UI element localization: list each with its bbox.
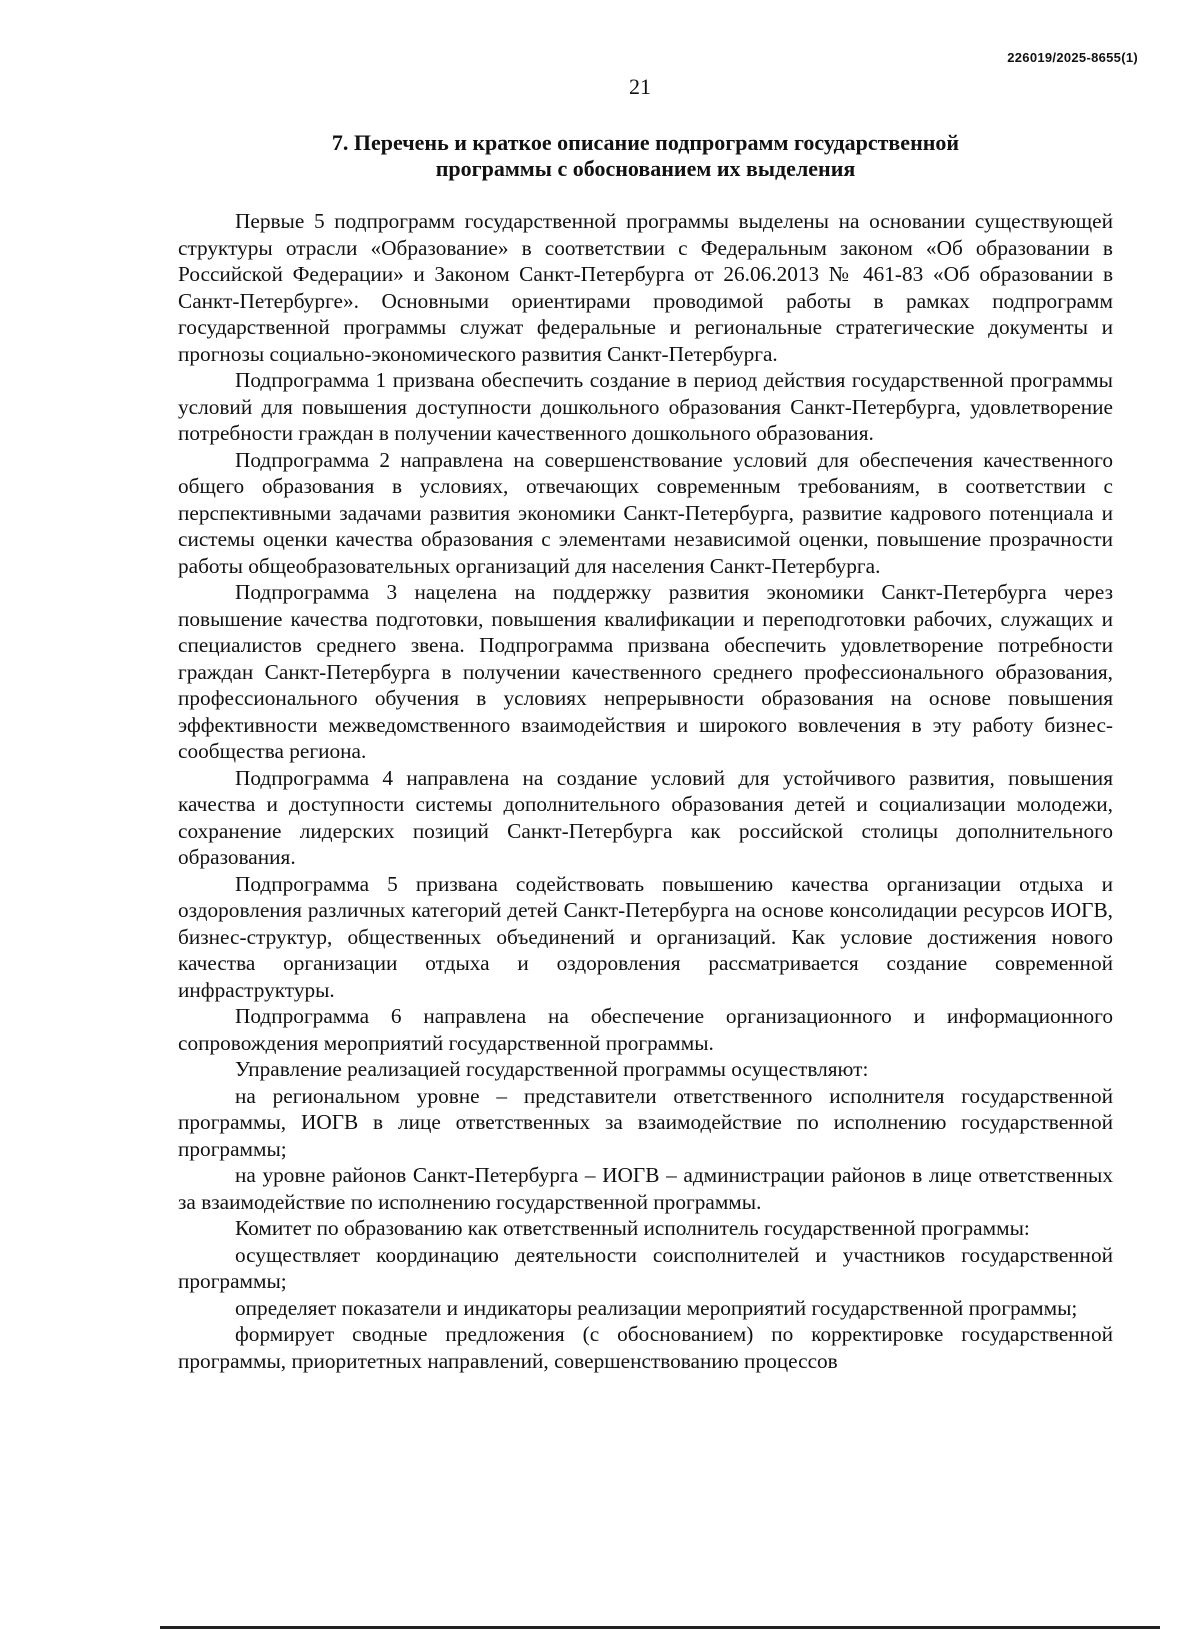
- paragraph: Первые 5 подпрограмм государственной программы выделены на основании существующей структуры отрасли «Образование» в соответствии с Федеральным законом «Об образовании в Российской Федерации» и Законом Санкт-Петербурга от 26.06.2013 № 461-83 «Об образовании в Санкт-Петербурге». Основными ориентирами проводимой работы в рамках подпрограмм государственной программы служат федеральные и региональные стратегические документы и прогнозы социально-экономического развития Санкт-Петербурга.: [178, 209, 1113, 366]
- section-heading: [178, 130, 1113, 182]
- paragraph: Подпрограмма 2 направлена на совершенствование условий для обеспечения качественного общего образования в условиях, отвечающих современным требованиям, в соответствии с перспективными задачами развития экономики Санкт-Петербурга, развитие кадрового потенциала и системы оценки качества образования с элементами независимой оценки, повышение прозрачности работы общеобразовательных организаций для населения Санкт-Петербурга.: [178, 447, 1113, 578]
- section-heading-line-1: 7. Перечень и краткое описание подпрограмм государственной: [331, 130, 960, 155]
- page-number: 21: [629, 74, 651, 99]
- paragraph: Подпрограмма 6 направлена на обеспечение организационного и информационного сопровождения мероприятий государственной программы.: [178, 1004, 1113, 1055]
- paragraph: Комитет по образованию как ответственный исполнитель государственной программы:: [235, 1216, 1030, 1240]
- paragraph: на региональном уровне – представители ответственного исполнителя государственной программы, ИОГВ в лице ответственных за взаимодействие по исполнению государственной программы;: [178, 1083, 1113, 1161]
- document-registration-number: 226019/2025-8655(1): [1007, 50, 1138, 65]
- paragraph: Подпрограмма 1 призвана обеспечить создание в период действия государственной программы условий для повышения доступности дошкольного образования Санкт-Петербурга, удовлетворение потребности граждан в получении качественного дошкольного образования.: [178, 368, 1113, 445]
- paragraph: Управление реализацией государственной программы осуществляют:: [235, 1057, 869, 1081]
- paragraph: на уровне районов Санкт-Петербурга – ИОГВ – администрации районов в лице ответственных за взаимодействие по исполнению государственной программы.: [178, 1163, 1113, 1214]
- paragraph: Подпрограмма 4 направлена на создание условий для устойчивого развития, повышения качества и доступности системы дополнительного образования детей и социализации молодежи, сохранение лидерских позиций Санкт-Петербурга как российской столицы дополнительного образования.: [178, 765, 1113, 869]
- paragraph: осуществляет координацию деятельности соисполнителей и участников государственной программы;: [178, 1242, 1113, 1293]
- body-text: [178, 208, 1113, 1374]
- paragraph: формирует сводные предложения (с обоснованием) по корректировке государственной программы, приоритетных направлений, совершенствованию процессов: [178, 1322, 1113, 1373]
- paragraph: определяет показатели и индикаторы реализации мероприятий государственной программы;: [235, 1295, 1078, 1320]
- section-heading-line-2: программы с обоснованием их выделения: [435, 156, 856, 181]
- paragraph: Подпрограмма 3 нацелена на поддержку развития экономики Санкт-Петербурга через повышение качества подготовки, повышения квалификации и переподготовки рабочих, служащих и специалистов среднего звена. Подпрограмма призвана обеспечить удовлетворение потребности граждан Санкт-Петербурга в получении качественного среднего профессионального образования, профессионального обучения в условиях непрерывности образования на основе повышения эффективности межведомственного взаимодействия и широкого вовлечения в эту работу бизнес-сообщества региона.: [178, 580, 1113, 763]
- paragraph: Подпрограмма 5 призвана содействовать повышению качества организации отдыха и оздоровления различных категорий детей Санкт-Петербурга на основе консолидации ресурсов ИОГВ, бизнес-структур, общественных объединений и организаций. Как условие достижения нового качества организации отдыха и оздоровления рассматривается создание современной инфраструктуры.: [178, 871, 1113, 1002]
